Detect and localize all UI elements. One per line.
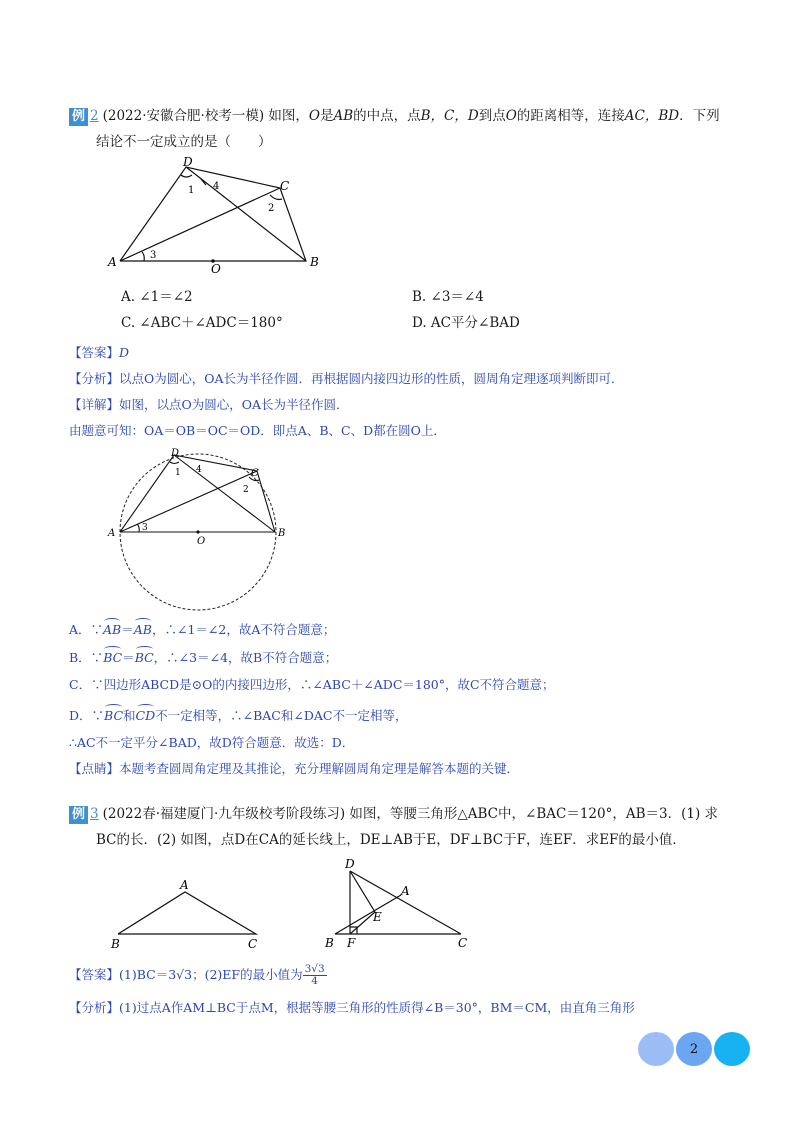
- svg-text:4: 4: [196, 465, 202, 475]
- pager-circle-light: [638, 1032, 674, 1066]
- example-badge: 例: [69, 108, 88, 126]
- label-o: O: [211, 262, 221, 276]
- label-b-4: B: [325, 936, 334, 950]
- pager-circle-dark: [714, 1032, 750, 1066]
- label-d-2: D: [171, 448, 180, 459]
- ex3-figure-1: [100, 870, 270, 950]
- label-c: C: [280, 179, 290, 193]
- example-number: 2: [90, 108, 99, 124]
- ex3-analysis: 【分析】(1)过点A作AM⊥BC于点M，根据等腰三角形的性质得∠B＝30°，BM＝CM，由直角三角形: [69, 1000, 635, 1015]
- label-o-2: O: [197, 536, 206, 547]
- label-c-2: C: [251, 468, 259, 479]
- example-badge-3: 例: [69, 806, 88, 824]
- label-c-3: C: [248, 937, 258, 950]
- svg-text:1: 1: [175, 468, 181, 478]
- ex2-circle-figure: [105, 445, 295, 613]
- label-f: F: [347, 936, 356, 950]
- segment-dc: [350, 871, 461, 934]
- ex3-answer: 【答案】(1)BC＝3√3；(2)EF的最小值为 $\frac{3√3}{4}$: [69, 963, 325, 987]
- label-2: 2: [268, 203, 275, 214]
- label-b-3: B: [111, 937, 120, 950]
- segment-ac-2: [120, 471, 257, 532]
- example-number-3: 3: [90, 806, 99, 822]
- triangle-abc: [118, 892, 256, 934]
- ex2-detail-2: 由题意可知：OA＝OB＝OC＝OD．即点A、B、C、D都在圆O上．: [69, 423, 446, 438]
- label-b-2: B: [278, 528, 286, 539]
- option-a: A. ∠1＝∠2: [121, 289, 193, 305]
- label-3: 3: [150, 250, 157, 261]
- ex2-question-line1: 例 2 (2022·安徽合肥·校考一模) 如图，O是AB的中点，点B，C，D到点O的距离相等，连接AC，BD．下列: [69, 106, 720, 126]
- ex2-figure: [100, 155, 330, 280]
- label-e: E: [373, 910, 382, 924]
- label-a-2: A: [108, 528, 116, 539]
- ex2-detail: 【详解】如图，以点O为圆心，OA长为半径作圆．: [69, 397, 349, 412]
- label-d-4: D: [345, 857, 355, 871]
- ex2-step-c: C．∵四边形ABCD是⊙O的内接四边形，∴∠ABC＋∠ADC＝180°，故C不符合题意；: [69, 677, 555, 692]
- svg-text:3: 3: [142, 523, 148, 533]
- option-b: B. ∠3＝∠4: [412, 289, 484, 305]
- ex3-question-line1: 例 3 (2022春·福建厦门·九年级校考阶段练习) 如图，等腰三角形△ABC中，∠BAC＝120°，AB＝3．(1) 求: [69, 804, 718, 824]
- angle-2-arc: [270, 195, 282, 200]
- label-a-3: A: [180, 878, 189, 892]
- option-c: C. ∠ABC＋∠ADC＝180°: [121, 315, 283, 331]
- ex2-analysis: 【分析】以点O为圆心，OA长为半径作圆．再根据圆内接四边形的性质，圆周角定理逐项判断即可．: [69, 371, 624, 386]
- ex2-comment: 【点睛】本题考查圆周角定理及其推论，充分理解圆周角定理是解答本题的关键．: [69, 761, 520, 776]
- ex3-question-line2: BC的长．(2) 如图，点D在CA的延长线上，DE⊥AB于E，DF⊥BC于F，连EF．求EF的最小值．: [96, 832, 686, 848]
- fraction: $\frac{3√3}{4}$: [304, 963, 325, 987]
- segment-de: [350, 871, 375, 912]
- svg-text:2: 2: [243, 485, 249, 495]
- segment-bd-2: [174, 455, 275, 532]
- label-a-4: A: [401, 884, 410, 898]
- label-4: 4: [213, 181, 220, 192]
- ex2-answer: 【答案】D: [69, 345, 130, 360]
- label-b: B: [310, 255, 319, 269]
- segment-ac: [120, 188, 280, 261]
- label-1: 1: [188, 185, 195, 196]
- ex3-figure-2: [315, 853, 485, 953]
- option-d: D. AC平分∠BAD: [412, 315, 520, 331]
- angle-3-arc: [142, 252, 144, 261]
- ex2-step-b: B．∵BC＝BC，∴∠3＝∠4，故B不符合题意；: [69, 648, 337, 668]
- ex2-step-d: D．∵BC和CD不一定相等，∴∠BAC和∠DAC不一定相等，: [69, 706, 407, 726]
- ex2-step-d-2: ∴AC不一定平分∠BAD，故D符合题意．故选：D．: [69, 735, 355, 750]
- angle-1-arc: [181, 175, 192, 177]
- page-number: 2: [676, 1032, 712, 1066]
- label-a: A: [108, 255, 117, 269]
- ex2-question-line2: 结论不一定成立的是（ ）: [96, 134, 272, 150]
- label-c-4: C: [458, 936, 468, 950]
- label-d: D: [183, 155, 193, 169]
- ex2-step-a: A．∵AB＝AB，∴∠1＝∠2，故A不符合题意；: [69, 620, 335, 640]
